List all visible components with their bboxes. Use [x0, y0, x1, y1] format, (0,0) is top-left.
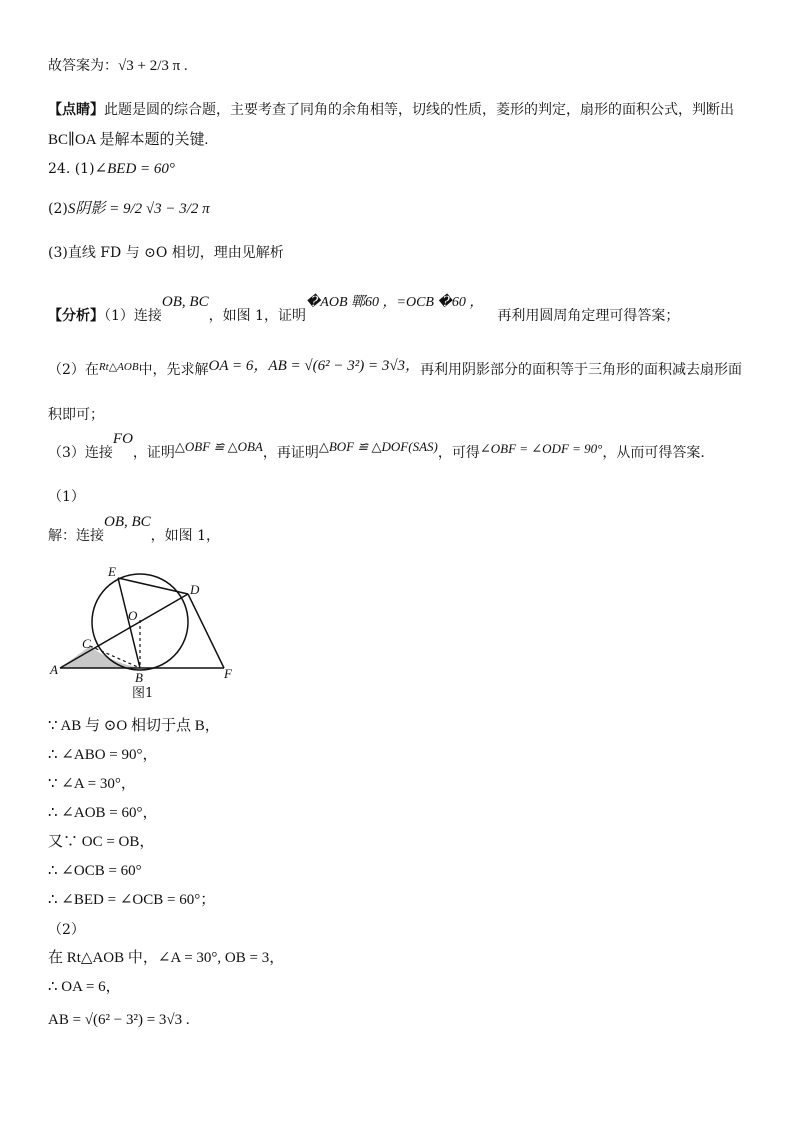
analysis-line-1	[48, 294, 680, 327]
label-e: E	[108, 564, 116, 579]
solution-suffix: ，如图 1，	[150, 528, 221, 544]
step-2-2: ∴ OA = 6，	[48, 979, 121, 995]
step-1-5: 又∵ OC = OB，	[48, 834, 155, 850]
analysis-s2-prefix: （2）在	[48, 362, 99, 378]
solution-part2: （2）	[48, 922, 85, 938]
solution-prefix: 解：连接	[48, 528, 104, 544]
analysis-s3-mid2: ，再证明	[262, 445, 319, 461]
analysis-s1-suffix: 再利用圆周角定理可得答案；	[497, 308, 680, 324]
step-1-6: ∴ ∠OCB = 60°	[48, 863, 142, 879]
q24-p3: (3)直线 FD 与 ⊙O 相切，理由见解析	[48, 245, 284, 261]
step-1-7: ∴ ∠BED = ∠OCB = 60°；	[48, 892, 216, 908]
label-c: C	[82, 636, 91, 651]
comment-line-1	[48, 100, 734, 120]
analysis-s1-garbled: �AOB 鄲60 ，=OCB �60 ，	[305, 295, 484, 310]
analysis-s2-ab: AB = √(6² − 3²) = 3√3，	[268, 358, 421, 374]
step-1-4: ∴ ∠AOB = 60°，	[48, 805, 158, 821]
step-2-3: AB = √(6² − 3²) = 3√3 .	[48, 1012, 190, 1028]
q24-part2	[48, 199, 210, 219]
solution-part2-label	[48, 920, 85, 940]
analysis-line-2	[48, 360, 742, 381]
analysis-s3-mid1: ，证明	[132, 445, 175, 461]
analysis-s3-angles: ∠OBF = ∠ODF = 90°	[479, 441, 603, 456]
analysis-s2-line2: 积即可；	[48, 407, 104, 423]
step-2-1: 在 Rt△AOB 中，∠A = 30°, OB = 3，	[48, 950, 285, 966]
label-a: A	[50, 662, 58, 677]
answer-prefix: 故答案为：	[48, 58, 118, 74]
figure-caption: 图1	[132, 686, 154, 701]
figure-svg	[48, 562, 238, 702]
analysis-tag: 【分析】	[48, 308, 104, 324]
q24-p2-label: (2)	[48, 201, 68, 217]
q24-part1	[48, 159, 175, 179]
analysis-s3-cong2: △BOF ≌ △DOF(SAS)	[318, 439, 438, 454]
analysis-s3-prefix: （3）连接	[48, 445, 113, 461]
step-1-2: ∴ ∠ABO = 90°，	[48, 747, 158, 763]
step-1-3: ∵ ∠A = 30°，	[48, 776, 136, 792]
q24-p2-answer: S阴影 = 9/2 √3 − 3/2 π	[67, 201, 210, 217]
analysis-s3-fo: FO	[112, 431, 133, 447]
analysis-s2-suffix: 再利用阴影部分的面积等于三角形的面积减去扇形面	[420, 362, 743, 378]
analysis-s1-obj: OB, BC	[161, 294, 209, 310]
answer-line	[48, 56, 188, 76]
geometry-figure	[48, 562, 238, 702]
answer-expression: √3 + 2/3 π .	[118, 58, 188, 74]
step-1-1: ∵ AB 与 ⊙O 相切于点 B，	[48, 718, 220, 734]
q24-part3	[48, 243, 284, 263]
comment-tag: 【点睛】	[48, 102, 104, 118]
q24-p1-answer: ∠BED = 60°	[94, 161, 175, 177]
label-b: B	[135, 670, 143, 685]
line-df	[188, 594, 224, 668]
comment-line-2	[48, 130, 208, 150]
analysis-s3-mid3: ，可得	[437, 445, 480, 461]
solution-intro	[48, 514, 221, 546]
comment-text-2: BC∥OA 是解本题的关键.	[48, 132, 209, 148]
solution-part1-label	[48, 487, 85, 507]
analysis-s3-cong1: △OBF ≌ △OBA	[174, 439, 263, 454]
analysis-s3-suffix: ，从而可得答案.	[602, 445, 705, 461]
analysis-s2-mid: 中，先求解	[138, 362, 209, 378]
analysis-line-3	[48, 405, 104, 425]
analysis-s1-prefix: （1）连接	[104, 308, 162, 324]
line-ed	[118, 578, 188, 594]
q24-number: 24.	[48, 161, 71, 177]
label-d: D	[190, 582, 200, 597]
comment-text-1: 此题是圆的综合题，主要考查了同角的余角相等，切线的性质，菱形的判定，扇形的面积公式，判断出	[104, 102, 734, 118]
solution-obj: OB, BC	[104, 514, 151, 530]
analysis-s1-mid: ，如图 1，证明	[208, 308, 306, 324]
analysis-line-4	[48, 431, 705, 463]
analysis-s2-oa: OA = 6，	[208, 358, 269, 374]
label-o: O	[128, 608, 138, 623]
label-f: F	[224, 666, 232, 681]
analysis-s2-tri: Rt△AOB	[98, 361, 139, 373]
solution-part1: （1）	[48, 489, 85, 505]
q24-p1-label: (1)	[74, 161, 95, 177]
